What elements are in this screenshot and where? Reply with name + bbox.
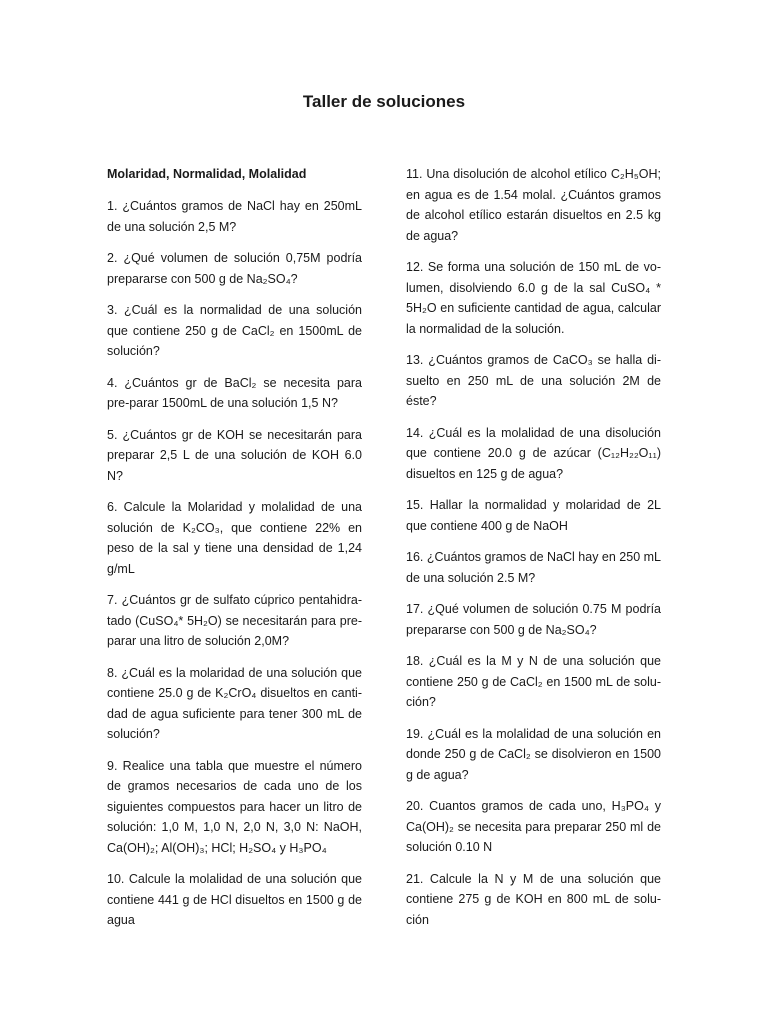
question-6: 6. Calcule la Molaridad y molalidad de una solución de K₂CO₃, que contiene 22% en peso de la sal y tiene una densidad de 1,24 g/mL [107, 500, 362, 576]
question-17: 17. ¿Qué volumen de solución 0.75 M podría prepararse con 500 g de Na₂SO₄? [406, 602, 661, 637]
question-9: 9. Realice una tabla que muestre el número de gramos necesarios de cada uno de los siguientes compuestos para hacer un litro de solución: 1,0 M, 1,0 N, 2,0 N, 3,0 N: NaOH, Ca(OH)₂; Al(OH)₃; HCl; H₂SO₄ y H₃PO₄ [107, 758, 362, 855]
question-19: 19. ¿Cuál es la molalidad de una solución en donde 250 g de CaCl₂ se disolvieron en 1500 g de agua? [406, 726, 661, 782]
question-14: 14. ¿Cuál es la molalidad de una disolución que contiene 20.0 g de azúcar (C₁₂H₂₂O₁₁) disueltos en 125 g de agua? [406, 425, 661, 481]
question-1: 1. ¿Cuántos gramos de NaCl hay en 250mL de una solución 2,5 M? [107, 199, 362, 234]
page-title: Taller de soluciones [302, 92, 466, 111]
left-column [107, 164, 362, 942]
question-3: 3. ¿Cuál es la normalidad de una solución que contiene 250 g de CaCl₂ en 1500mL de solución? [107, 303, 362, 358]
section-heading: Molaridad, Normalidad, Molalidad [107, 167, 307, 181]
question-5: 5. ¿Cuántos gr de KOH se necesitarán para preparar 2,5 L de una solución de KOH 6.0 N? [107, 427, 362, 483]
question-18: 18. ¿Cuál es la M y N de una solución que contiene 250 g de CaCl₂ en 1500 mL de solu-ción? [406, 654, 661, 709]
question-10: 10. Calcule la molalidad de una solución que contiene 441 g de HCl disueltos en 1500 g de agua [107, 872, 362, 927]
question-20: 20. Cuantos gramos de cada uno, H₃PO₄ y Ca(OH)₂ se necesita para preparar 250 ml de solución 0.10 N [406, 799, 661, 854]
question-11: 11. Una disolución de alcohol etílico C₂H₅OH; en agua es de 1.54 molal. ¿Cuántos gramos de alcohol etílico estarán disueltos en 2.5 kg de agua? [406, 167, 661, 243]
question-12: 12. Se forma una solución de 150 mL de vo-lumen, disolviendo 6.0 g de la sal CuSO₄ * 5H₂O en suficiente cantidad de agua, calcular la normalidad de la solución. [406, 260, 661, 336]
question-2: 2. ¿Qué volumen de solución 0,75M podría prepararse con 500 g de Na₂SO₄? [107, 251, 362, 286]
question-21: 21. Calcule la N y M de una solución que contiene 275 g de KOH en 800 mL de solu-ción [406, 871, 661, 927]
question-13: 13. ¿Cuántos gramos de CaCO₃ se halla di-suelto en 250 mL de una solución 2M de éste? [406, 353, 661, 408]
right-column [406, 164, 661, 941]
question-16: 16. ¿Cuántos gramos de NaCl hay en 250 mL de una solución 2.5 M? [406, 550, 661, 585]
question-7: 7. ¿Cuántos gr de sulfato cúprico pentahidra-tado (CuSO₄* 5H₂O) se necesitarán para pre-parar una litro de solución 2,0M? [107, 593, 362, 648]
question-4: 4. ¿Cuántos gr de BaCl₂ se necesita para pre-parar 1500mL de una solución 1,5 N? [107, 375, 362, 410]
question-8: 8. ¿Cuál es la molaridad de una solución que contiene 25.0 g de K₂CrO₄ disueltos en canti-dad de agua suficiente para tener 300 mL de solución? [107, 665, 362, 741]
question-15: 15. Hallar la normalidad y molaridad de 2L que contiene 400 g de NaOH [406, 498, 661, 533]
